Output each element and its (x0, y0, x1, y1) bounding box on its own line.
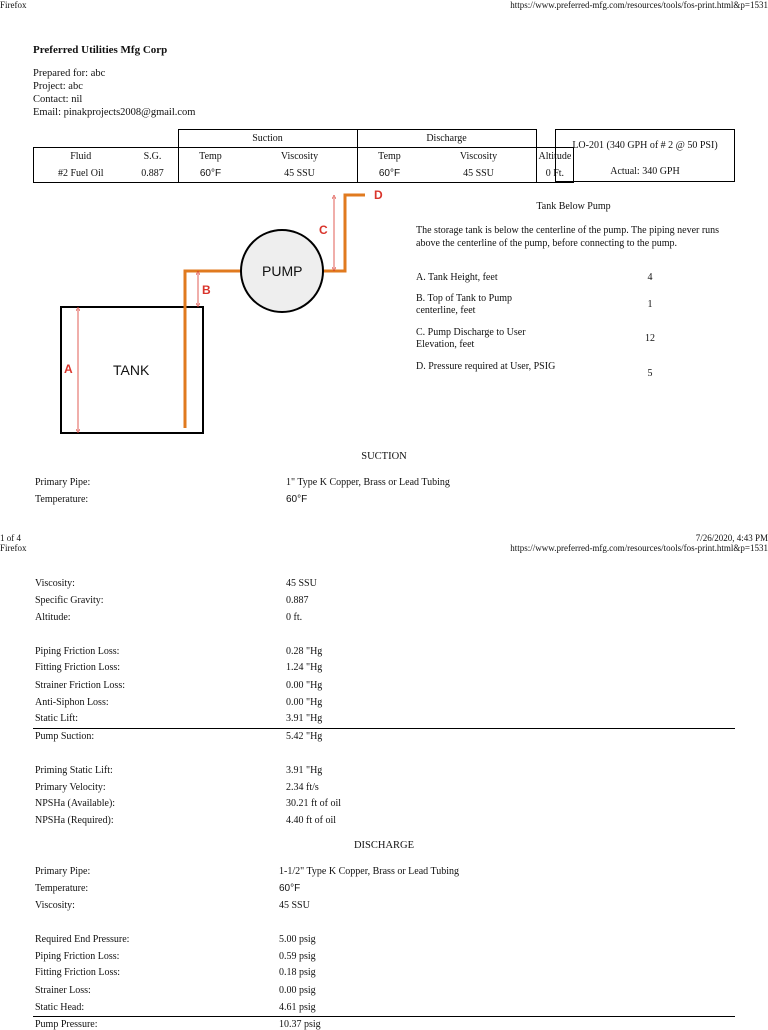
suction-row-label: NPSHa (Available): (35, 798, 116, 809)
suction-row-value: 1.24 "Hg (286, 662, 323, 673)
altitude-value: 0 Ft. (536, 165, 574, 183)
page-url-2[interactable]: https://www.preferred-mfg.com/resources/tools/fos-print.html&p=1531 (510, 543, 768, 553)
param-c-label: C. Pump Discharge to User Elevation, feet (416, 327, 526, 350)
discharge-row-label: Required End Pressure: (35, 934, 130, 945)
email: Email: pinakprojects2008@gmail.com (33, 107, 196, 118)
suction-pipe-value: 1" Type K Copper, Brass or Lead Tubing (286, 477, 450, 488)
tank-label: TANK (113, 362, 150, 378)
pump-suction-label: Pump Suction: (35, 731, 95, 742)
discharge-row-label: Strainer Loss: (35, 985, 91, 996)
param-b-label: B. Top of Tank to Pump centerline, feet (416, 293, 513, 316)
suction-row-label: Static Lift: (35, 713, 79, 724)
sg-value: 0.887 (128, 165, 179, 183)
suction-header: Suction (178, 130, 357, 148)
pump-model: LO-201 (340 GPH of # 2 @ 50 PSI) (572, 140, 718, 151)
browser-name-2: Firefox (0, 543, 27, 553)
discharge-row-value: 0.59 psig (279, 951, 316, 962)
param-a-value: 4 (647, 272, 653, 283)
discharge-row-label: Temperature: (35, 883, 89, 894)
suction-row-label: Anti-Siphon Loss: (35, 697, 109, 708)
contact: Contact: nil (33, 94, 83, 105)
suction-row-value: 4.40 ft of oil (286, 815, 336, 826)
suction-row-value: 45 SSU (286, 578, 317, 589)
param-b-value: 1 (647, 299, 653, 310)
suction-row-label: Strainer Friction Loss: (35, 680, 125, 691)
discharge-section-title: DISCHARGE (353, 840, 415, 851)
marker-d: D (374, 188, 383, 202)
discharge-row-value: 45 SSU (279, 900, 310, 911)
pump-pressure-label: Pump Pressure: (35, 1019, 98, 1030)
scenario-title: Tank Below Pump (536, 201, 611, 212)
discharge-row-value: 0.18 psig (279, 967, 316, 978)
discharge-row-label: Piping Friction Loss: (35, 951, 120, 962)
discharge-row-value: 5.00 psig (279, 934, 316, 945)
marker-b: B (202, 283, 211, 297)
col-discharge-viscosity: Viscosity (422, 148, 537, 166)
marker-a: A (64, 362, 73, 376)
suction-row-value: 0.00 "Hg (286, 680, 323, 691)
suction-row-label: Piping Friction Loss: (35, 646, 120, 657)
print-date: 7/26/2020, 4:43 PM (695, 533, 768, 543)
col-altitude: Altitude (536, 148, 574, 166)
pump-pressure-value: 10.37 psig (279, 1019, 321, 1030)
discharge-row-label: Static Head: (35, 1002, 85, 1013)
pump-actual-capacity: Actual: 340 GPH (610, 166, 680, 177)
project: Project: abc (33, 81, 83, 92)
col-sg: S.G. (128, 148, 179, 166)
suction-row-value: 0.00 "Hg (286, 697, 323, 708)
col-fluid: Fluid (34, 148, 128, 166)
suction-pipe-label: Primary Pipe: (35, 477, 91, 488)
discharge-temp-value: 60°F (357, 165, 422, 183)
marker-c: C (319, 223, 328, 237)
suction-temp-label: Temperature: (35, 494, 89, 505)
discharge-pipe (322, 195, 365, 271)
discharge-row-label: Primary Pipe: (35, 866, 91, 877)
discharge-viscosity-value: 45 SSU (422, 165, 537, 183)
browser-name: Firefox (0, 0, 27, 10)
suction-viscosity-value: 45 SSU (243, 165, 358, 183)
suction-row-value: 3.91 "Hg (286, 713, 323, 724)
param-d-value: 5 (647, 368, 653, 379)
suction-row-value: 0 ft. (286, 612, 303, 623)
company-name: Preferred Utilities Mfg Corp (33, 44, 168, 56)
scenario-text: The storage tank is below the centerline of the pump. The piping never runs above the centerline of the pump, before connecting to the pump. (416, 225, 720, 249)
col-suction-viscosity: Viscosity (243, 148, 358, 166)
discharge-row-value: 0.00 psig (279, 985, 316, 996)
discharge-row-value: 60°F (279, 883, 301, 894)
prepared-for: Prepared for: abc (33, 68, 106, 79)
pump-label: PUMP (262, 263, 303, 279)
discharge-row-label: Viscosity: (35, 900, 75, 911)
suction-section-title: SUCTION (361, 451, 407, 462)
suction-row-value: 0.28 "Hg (286, 646, 323, 657)
col-suction-temp: Temp (178, 148, 243, 166)
pump-suction-value: 5.42 "Hg (286, 731, 323, 742)
suction-row-label: Priming Static Lift: (35, 765, 113, 776)
fluid-value: #2 Fuel Oil (34, 165, 128, 183)
suction-row-label: Viscosity: (35, 578, 75, 589)
discharge-row-label: Fitting Friction Loss: (35, 967, 121, 978)
discharge-row-value: 4.61 psig (279, 1002, 316, 1013)
param-d-label: D. Pressure required at User, PSIG (416, 361, 556, 372)
param-c-value: 12 (645, 333, 655, 344)
suction-row-label: Specific Gravity: (35, 595, 104, 606)
total-divider (33, 728, 735, 729)
suction-row-label: NPSHa (Required): (35, 815, 114, 826)
suction-temp-row-value: 60°F (286, 494, 308, 505)
page-number: 1 of 4 (0, 533, 21, 543)
suction-row-value: 3.91 "Hg (286, 765, 323, 776)
suction-row-label: Fitting Friction Loss: (35, 662, 121, 673)
col-discharge-temp: Temp (357, 148, 422, 166)
suction-row-value: 30.21 ft of oil (286, 798, 341, 809)
param-a-label: A. Tank Height, feet (416, 272, 498, 283)
suction-row-label: Altitude: (35, 612, 71, 623)
discharge-row-value: 1-1/2" Type K Copper, Brass or Lead Tubing (279, 866, 460, 877)
suction-temp-value: 60°F (178, 165, 243, 183)
suction-row-value: 0.887 (286, 595, 309, 606)
discharge-total-divider (33, 1016, 735, 1017)
discharge-header: Discharge (357, 130, 536, 148)
suction-row-value: 2.34 ft/s (286, 782, 319, 793)
page-url[interactable]: https://www.preferred-mfg.com/resources/tools/fos-print.html&p=1531 (510, 0, 768, 10)
suction-row-label: Primary Velocity: (35, 782, 106, 793)
